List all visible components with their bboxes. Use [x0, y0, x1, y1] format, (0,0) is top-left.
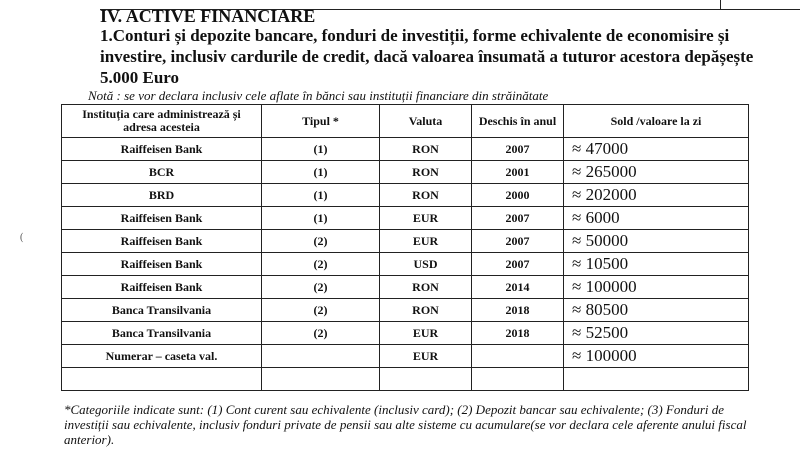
- currency-cell: RON: [380, 138, 472, 161]
- header-balance: Sold /valoare la zi: [564, 105, 749, 138]
- year-cell: 2014: [472, 276, 564, 299]
- top-border-tick: [720, 0, 721, 9]
- year-cell: 2007: [472, 230, 564, 253]
- institution-cell: Raiffeisen Bank: [62, 138, 262, 161]
- currency-cell: RON: [380, 184, 472, 207]
- institution-cell: BRD: [62, 184, 262, 207]
- institution-cell: Raiffeisen Bank: [62, 276, 262, 299]
- type-cell: (2): [262, 299, 380, 322]
- table-row: [62, 207, 749, 230]
- type-cell: (1): [262, 161, 380, 184]
- table-row: [62, 276, 749, 299]
- type-cell: (1): [262, 184, 380, 207]
- currency-cell: EUR: [380, 322, 472, 345]
- table-row: [62, 299, 749, 322]
- balance-cell: ≈ 265000: [564, 161, 749, 184]
- currency-cell: [380, 368, 472, 391]
- year-cell: [472, 368, 564, 391]
- balance-cell: ≈ 100000: [564, 345, 749, 368]
- type-cell: [262, 368, 380, 391]
- currency-cell: EUR: [380, 230, 472, 253]
- balance-cell: ≈ 52500: [564, 322, 749, 345]
- currency-cell: RON: [380, 299, 472, 322]
- year-cell: 2000: [472, 184, 564, 207]
- institution-cell: [62, 368, 262, 391]
- table-row: [62, 253, 749, 276]
- footnote-text: *Categoriile indicate sunt: (1) Cont curent sau echivalente (inclusiv card); (2) Depozit bancar sau echivalente; (3) Fonduri de investiții sau echivalente, inclusiv fonduri private de pensii sau alte sisteme cu acumulare(se vor declara cele aferente anului fiscal anterior).: [64, 402, 747, 447]
- table-row: [62, 138, 749, 161]
- type-cell: (2): [262, 322, 380, 345]
- year-cell: 2018: [472, 299, 564, 322]
- currency-cell: RON: [380, 161, 472, 184]
- year-cell: 2007: [472, 138, 564, 161]
- balance-cell: ≈ 47000: [564, 138, 749, 161]
- balance-cell: ≈ 50000: [564, 230, 749, 253]
- type-cell: (1): [262, 138, 380, 161]
- currency-cell: USD: [380, 253, 472, 276]
- currency-cell: EUR: [380, 207, 472, 230]
- institution-cell: BCR: [62, 161, 262, 184]
- section-title: IV. ACTIVE FINANCIARE: [100, 6, 316, 26]
- type-cell: (2): [262, 253, 380, 276]
- stray-mark: (: [20, 232, 24, 243]
- currency-cell: EUR: [380, 345, 472, 368]
- institution-cell: Numerar – caseta val.: [62, 345, 262, 368]
- year-cell: 2001: [472, 161, 564, 184]
- balance-cell: ≈ 80500: [564, 299, 749, 322]
- table-row: [62, 161, 749, 184]
- balance-cell: [564, 368, 749, 391]
- balance-cell: ≈ 202000: [564, 184, 749, 207]
- table-body: [62, 138, 749, 391]
- institution-cell: Banca Transilvania: [62, 322, 262, 345]
- type-cell: (2): [262, 276, 380, 299]
- note-text: Notă : se vor declara inclusiv cele aflate în bănci sau instituții financiare din străinătate: [88, 88, 549, 103]
- type-cell: (1): [262, 207, 380, 230]
- header-opened-year: Deschis în anul: [472, 105, 564, 138]
- institution-cell: Raiffeisen Bank: [62, 230, 262, 253]
- table-row: [62, 345, 749, 368]
- year-cell: 2007: [472, 253, 564, 276]
- year-cell: [472, 345, 564, 368]
- balance-cell: ≈ 10500: [564, 253, 749, 276]
- financial-assets-table: [61, 104, 749, 391]
- type-cell: [262, 345, 380, 368]
- institution-cell: Raiffeisen Bank: [62, 253, 262, 276]
- type-cell: (2): [262, 230, 380, 253]
- header-currency: Valuta: [380, 105, 472, 138]
- institution-cell: Banca Transilvania: [62, 299, 262, 322]
- section-subtitle: 1.Conturi și depozite bancare, fonduri de investiții, forme echivalente de economisire și investire, inclusiv cardurile de credit, dacă valoarea însumată a tuturor acestora depășește 5.000 Euro: [100, 26, 754, 87]
- balance-cell: ≈ 100000: [564, 276, 749, 299]
- table-header-row: [62, 105, 749, 138]
- balance-cell: ≈ 6000: [564, 207, 749, 230]
- institution-cell: Raiffeisen Bank: [62, 207, 262, 230]
- table-row: [62, 184, 749, 207]
- year-cell: 2007: [472, 207, 564, 230]
- table-row: [62, 230, 749, 253]
- table-row: [62, 368, 749, 391]
- table-row: [62, 322, 749, 345]
- header-type: Tipul *: [262, 105, 380, 138]
- currency-cell: RON: [380, 276, 472, 299]
- header-institution: Instituția care administrează și adresa acesteia: [62, 105, 262, 138]
- year-cell: 2018: [472, 322, 564, 345]
